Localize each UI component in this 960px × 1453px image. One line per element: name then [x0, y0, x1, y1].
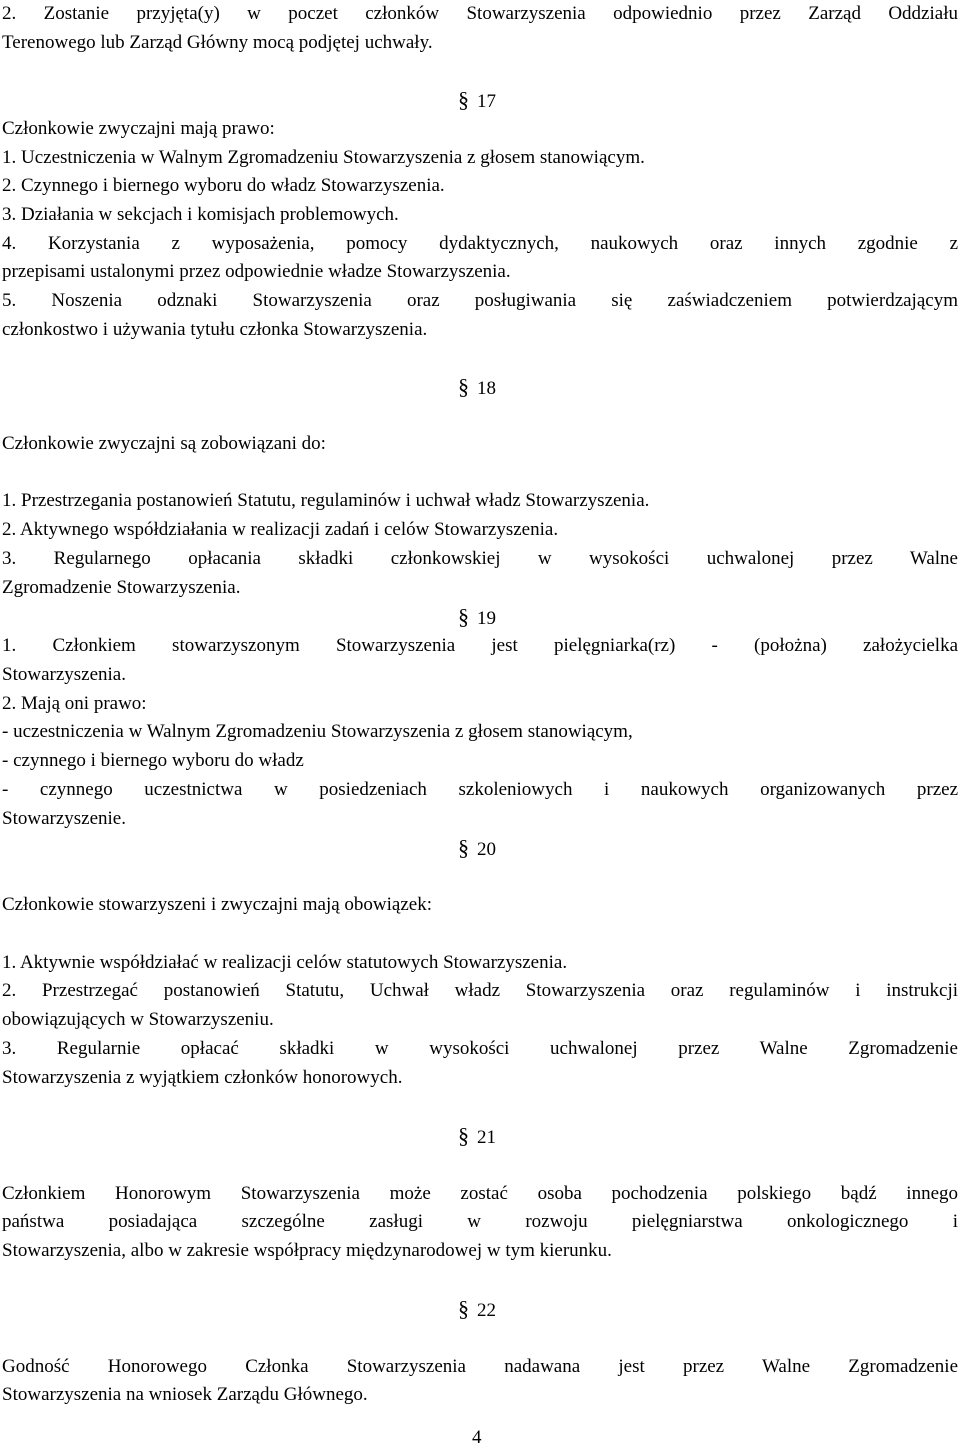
- s17-item-2: 2. Czynnego i biernego wyboru do władz Stowarzyszenia.: [2, 175, 445, 196]
- s20-item-2-line-2: obowiązujących w Stowarzyszeniu.: [2, 1009, 274, 1030]
- s20-intro: Członkowie stowarzyszeni i zwyczajni mają obowiązek:: [2, 894, 432, 915]
- section-mark: §: [458, 604, 469, 629]
- section-number: 18: [477, 378, 496, 399]
- s17-item-3: 3. Działania w sekcjach i komisjach problemowych.: [2, 204, 399, 225]
- s20-item-3-line-1: 3. Regularnie opłacać składki w wysokości uchwalonej przez Walne Zgromadzenie: [2, 1038, 958, 1059]
- s20-item-2-line-1: 2. Przestrzegać postanowień Statutu, Uchwał władz Stowarzyszenia oraz regulaminów i instrukcji: [2, 980, 958, 1001]
- s21-paragraph-line-3: Stowarzyszenia, albo w zakresie współpracy międzynarodowej w tym kierunku.: [2, 1240, 612, 1261]
- s19-dash-item-3-line-1: - czynnego uczestnictwa w posiedzeniach szkoleniowych i naukowych organizowanych przez: [2, 779, 958, 800]
- s17-item-1: 1. Uczestniczenia w Walnym Zgromadzeniu Stowarzyszenia z głosem stanowiącym.: [2, 147, 645, 168]
- s18-intro: Członkowie zwyczajni są zobowiązani do:: [2, 433, 326, 454]
- section-number: 20: [477, 839, 496, 860]
- section-number: 22: [477, 1300, 496, 1321]
- section-20-heading: [458, 834, 496, 865]
- section-mark: §: [458, 1123, 469, 1148]
- section-19-heading: [458, 603, 496, 634]
- s20-item-3-line-2: Stowarzyszenia z wyjątkiem członków honorowych.: [2, 1067, 403, 1088]
- s19-dash-item-3-line-2: Stowarzyszenie.: [2, 808, 126, 829]
- s21-paragraph-line-1: Członkiem Honorowym Stowarzyszenia może zostać osoba pochodzenia polskiego bądź innego: [2, 1183, 958, 1204]
- s21-paragraph-line-2: państwa posiadająca szczególne zasługi w rozwoju pielęgniarstwa onkologicznego i: [2, 1211, 958, 1232]
- section-22-heading: [458, 1295, 496, 1326]
- s18-item-3-line-1: 3. Regularnego opłacania składki członkowskiej w wysokości uchwalonej przez Walne: [2, 548, 958, 569]
- s19-item-1-line-1: 1. Członkiem stowarzyszonym Stowarzyszenia jest pielęgniarka(rz) - (położna) założycielka: [2, 635, 958, 656]
- section-mark: §: [458, 835, 469, 860]
- s17-item-4-line-1: 4. Korzystania z wyposażenia, pomocy dydaktycznych, naukowych oraz innych zgodnie z: [2, 233, 958, 254]
- s18-item-2: 2. Aktywnego współdziałania w realizacji zadań i celów Stowarzyszenia.: [2, 519, 559, 540]
- section-mark: §: [458, 374, 469, 399]
- s18-item-3-line-2: Zgromadzenie Stowarzyszenia.: [2, 577, 241, 598]
- s19-item-1-line-2: Stowarzyszenia.: [2, 664, 126, 685]
- section-mark: §: [458, 87, 469, 112]
- section-18-heading: [458, 373, 496, 404]
- s19-item-2: 2. Mają oni prawo:: [2, 693, 147, 714]
- s20-item-1: 1. Aktywnie współdziałać w realizacji celów statutowych Stowarzyszenia.: [2, 952, 568, 973]
- s17-intro: Członkowie zwyczajni mają prawo:: [2, 118, 275, 139]
- section-17-heading: [458, 86, 496, 117]
- intro-item-2-line-2: Terenowego lub Zarząd Główny mocą podjętej uchwały.: [2, 32, 433, 53]
- section-mark: §: [458, 1296, 469, 1321]
- intro-item-2-line-1: 2. Zostanie przyjęta(y) w poczet członków Stowarzyszenia odpowiednio przez Zarząd Oddziału: [2, 3, 958, 24]
- section-21-heading: [458, 1122, 496, 1153]
- page-number: 4: [472, 1427, 482, 1448]
- section-number: 17: [477, 91, 496, 112]
- s19-dash-item-1: - uczestniczenia w Walnym Zgromadzeniu Stowarzyszenia z głosem stanowiącym,: [2, 721, 633, 742]
- s17-item-5-line-1: 5. Noszenia odznaki Stowarzyszenia oraz posługiwania się zaświadczeniem potwierdzającym: [2, 290, 958, 311]
- s17-item-4-line-2: przepisami ustalonymi przez odpowiednie władze Stowarzyszenia.: [2, 261, 511, 282]
- s19-dash-item-2: - czynnego i biernego wyboru do władz: [2, 750, 304, 771]
- s18-item-1: 1. Przestrzegania postanowień Statutu, regulaminów i uchwał władz Stowarzyszenia.: [2, 490, 650, 511]
- s22-paragraph-line-1: Godność Honorowego Członka Stowarzyszenia nadawana jest przez Walne Zgromadzenie: [2, 1356, 958, 1377]
- s22-paragraph-line-2: Stowarzyszenia na wniosek Zarządu Głównego.: [2, 1384, 368, 1405]
- section-number: 21: [477, 1127, 496, 1148]
- s17-item-5-line-2: członkostwo i używania tytułu członka Stowarzyszenia.: [2, 319, 428, 340]
- section-number: 19: [477, 608, 496, 629]
